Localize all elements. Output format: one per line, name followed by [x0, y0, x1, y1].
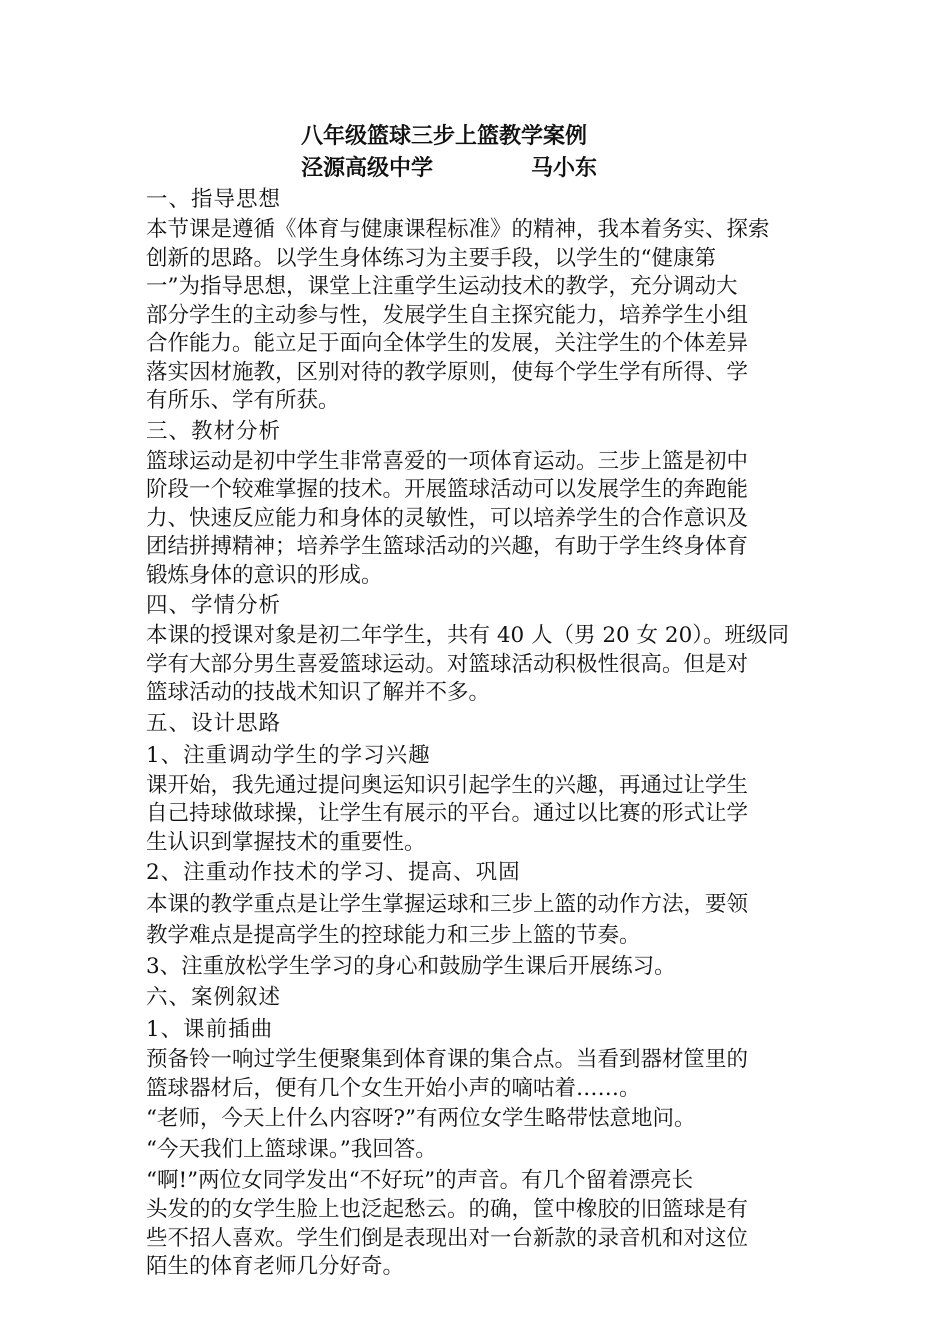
title-text: 八年级篮球三步上篮教学案例 [301, 123, 588, 149]
text-line: 自己持球做球操，让学生有展示的平台。通过以比赛的形式让学 [146, 801, 749, 826]
section-case-narrative [146, 982, 811, 1014]
text-line: “老师，今天上什么内容呀?”有两位女学生略带怯意地问。 [146, 1106, 696, 1131]
document-body [146, 120, 811, 1282]
section-student-analysis [146, 590, 811, 708]
text-line: 课开始，我先通过提问奥运知识引起学生的兴趣，再通过让学生 [146, 772, 749, 798]
text-line: 篮球活动的技战术知识了解并不多。 [146, 680, 491, 705]
text-line: 部分学生的主动参与性，发展学生自主探究能力，培养学生小组 [146, 302, 749, 328]
text-line: 预备铃一响过学生便聚集到体育课的集合点。当看到器材筐里的 [146, 1047, 749, 1072]
text-line: 本节课是遵循《体育与健康课程标准》的精神，我本着务实、探索 [146, 217, 770, 242]
text-line: 合作能力。能立足于面向全体学生的发展，关注学生的个体差异 [146, 331, 749, 356]
text-line: 落实因材施教，区别对待的教学原则，使每个学生学有所得、学 [146, 359, 749, 385]
section-paragraph [146, 216, 811, 416]
text-line: 阶段一个较难掌握的技术。开展篮球活动可以发展学生的奔跑能 [146, 477, 749, 502]
text-line: “今天我们上篮球课。”我回答。 [146, 1137, 437, 1162]
text-line: 篮球器材后，便有几个女生开始小声的嘀咕着……。 [146, 1075, 641, 1101]
text-line: 学有大部分男生喜爱篮球运动。对篮球活动积极性很高。但是对 [146, 651, 749, 677]
text-line: 陌生的体育老师几分好奇。 [146, 1254, 405, 1279]
section-design-ideas [146, 708, 811, 740]
section-paragraph [146, 1046, 811, 1282]
section-paragraph [146, 772, 811, 858]
text-line: 一”为指导思想，课堂上注重学生运动技术的教学，充分调动大 [146, 274, 738, 299]
section-paragraph [146, 448, 811, 591]
section-heading: 三、教材分析 [146, 418, 282, 444]
text-line: 些不招人喜欢。学生们倒是表现出对一台新款的录音机和对这位 [146, 1225, 749, 1251]
text-line: 篮球运动是初中学生非常喜爱的一项体育运动。三步上篮是初中 [146, 448, 749, 474]
document-byline [146, 152, 811, 184]
school-name: 泾源高级中学 [301, 155, 434, 181]
section-material-analysis [146, 416, 811, 591]
section-heading: 六、案例叙述 [146, 985, 282, 1010]
section-heading: 五、设计思路 [146, 710, 282, 736]
document-title [146, 120, 811, 152]
text-line: 创新的思路。以学生身体练习为主要手段，以学生的“健康第 [146, 245, 716, 271]
text-line: 本课的教学重点是让学生掌握运球和三步上篮的动作方法，要领 [146, 892, 749, 917]
text-line: 本课的授课对象是初二年学生，共有 40 人（男 20 女 20）。班级同 [146, 623, 789, 648]
section-paragraph [146, 622, 811, 708]
text-line: 锻炼身体的意识的形成。 [146, 562, 383, 588]
section-paragraph [146, 889, 811, 982]
text-line: 头发的的女学生脸上也泛起愁云。的确，筐中橡胶的旧篮球是有 [146, 1197, 749, 1222]
section-heading: 一、指导思想 [146, 187, 282, 212]
subsection-heading: 1、课前插曲 [146, 1017, 274, 1042]
subsection-technique [146, 857, 811, 982]
text-line: 教学难点是提高学生的控球能力和三步上篮的节奏。 [146, 923, 641, 948]
subsection-interest [146, 740, 811, 858]
text-line: 3、注重放松学生学习的身心和鼓励学生课后开展练习。 [146, 954, 676, 979]
section-heading: 四、学情分析 [146, 593, 282, 618]
author-name: 马小东 [531, 155, 598, 181]
subsection-heading: 2、注重动作技术的学习、提高、巩固 [146, 860, 521, 885]
subsection-prelude [146, 1014, 811, 1282]
text-line: 有所乐、学有所获。 [146, 388, 340, 413]
text-line: “啊!”两位女同学发出“不好玩”的声音。有几个留着漂亮长 [146, 1168, 694, 1193]
text-line: 力、快速反应能力和身体的灵敏性，可以培养学生的合作意识及 [146, 505, 749, 531]
section-guiding-ideology [146, 184, 811, 416]
text-line: 团结拼搏精神；培养学生篮球活动的兴趣，有助于学生终身体育 [146, 534, 749, 559]
subsection-heading: 1、注重调动学生的学习兴趣 [146, 742, 431, 768]
text-line: 生认识到掌握技术的重要性。 [146, 829, 426, 855]
